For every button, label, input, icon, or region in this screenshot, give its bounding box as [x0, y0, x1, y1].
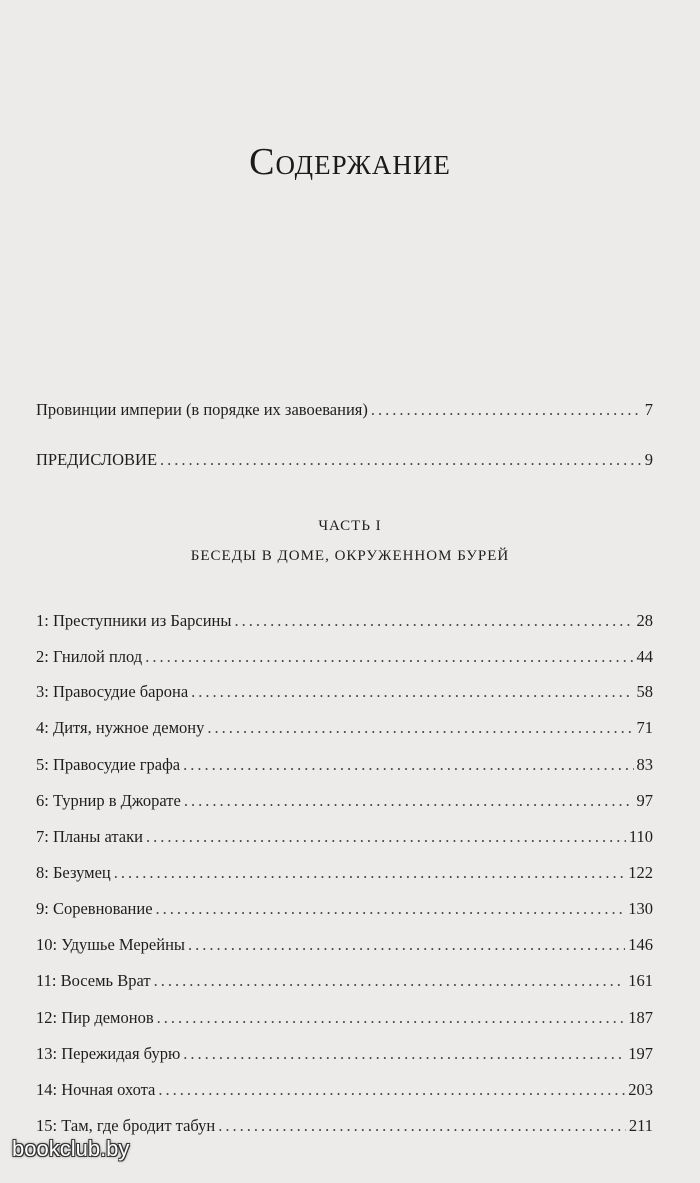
part-heading: ЧАСТЬ I [318, 518, 382, 534]
leader-dots [114, 863, 625, 883]
toc-entry-label: 3: Правосудие барона [36, 682, 189, 701]
toc-entry-preface [36, 450, 653, 470]
toc-entry-chapter [36, 971, 653, 991]
toc-entry-label: 1: Преступники из Барсины [36, 611, 232, 630]
toc-entry-label: 10: Удушье Мерейны [36, 935, 185, 954]
toc-entry-label: 14: Ночная охота [36, 1080, 156, 1099]
toc-entry-page: 187 [628, 1008, 653, 1027]
toc-entry-label: 8: Безумец [36, 863, 111, 882]
toc-entry-page: 44 [636, 647, 653, 666]
toc-entry-label: 12: Пир демонов [36, 1008, 154, 1027]
leader-dots [160, 450, 642, 470]
leader-dots [158, 1080, 625, 1100]
toc-entry-chapter [36, 863, 653, 883]
leader-dots [145, 647, 633, 667]
toc-entry-page: 9 [644, 450, 653, 469]
toc-entry-chapter [36, 647, 653, 667]
toc-entry-page: 203 [628, 1080, 653, 1099]
toc-entry-chapter [36, 718, 653, 738]
toc-entry-label: 5: Правосудие графа [36, 755, 181, 774]
leader-dots [154, 971, 626, 991]
toc-entry-label: 2: Гнилой плод [36, 647, 143, 666]
toc-entry-page: 58 [636, 682, 653, 701]
toc-entry-page: 110 [628, 827, 653, 846]
toc-entry-label: 7: Планы атаки [36, 827, 143, 846]
toc-entry-label: 15: Там, где бродит табун [36, 1116, 216, 1135]
leader-dots [234, 611, 633, 631]
leader-dots [156, 899, 626, 919]
toc-entry-label: 9: Соревнование [36, 899, 153, 918]
toc-entry-page: 146 [628, 935, 653, 954]
toc-entry-page: 161 [628, 971, 653, 990]
toc-entry-label: 4: Дитя, нужное демону [36, 718, 205, 737]
leader-dots [188, 935, 625, 955]
toc-entry-label: 11: Восемь Врат [36, 971, 151, 990]
toc-entry-chapter [36, 899, 653, 919]
toc-entry-provinces [36, 400, 653, 420]
leader-dots [183, 755, 633, 775]
leader-dots [184, 791, 634, 811]
toc-entry-chapter [36, 1008, 653, 1028]
leader-dots [207, 718, 633, 738]
toc-entry-page: 7 [644, 400, 653, 419]
leader-dots [157, 1008, 626, 1028]
toc-entry-label: 13: Пережидая бурю [36, 1044, 181, 1063]
leader-dots [183, 1044, 625, 1064]
toc-entry-chapter [36, 611, 653, 631]
leader-dots [218, 1116, 626, 1136]
toc-entry-page: 28 [636, 611, 653, 630]
toc-entry-page: 197 [628, 1044, 653, 1063]
toc-entry-page: 83 [636, 755, 653, 774]
toc-entry-page: 71 [636, 718, 653, 737]
toc-entry-label: Провинции империи (в порядке их завоевания) [36, 400, 368, 419]
toc-entry-chapter [36, 935, 653, 955]
part-subtitle: БЕСЕДЫ В ДОМЕ, ОКРУЖЕННОМ БУРЕЙ [190, 548, 510, 564]
toc-entry-chapter [36, 1116, 653, 1136]
toc-entry-chapter [36, 682, 653, 702]
leader-dots [191, 682, 633, 702]
watermark: bookclub.by [12, 1136, 130, 1161]
toc-entry-page: 130 [628, 899, 653, 918]
toc-entry-label: ПРЕДИСЛОВИЕ [36, 450, 158, 469]
toc-entry-chapter [36, 1080, 653, 1100]
toc-entry-chapter [36, 791, 653, 811]
toc-entry-page: 211 [628, 1116, 653, 1135]
toc-entry-page: 122 [628, 863, 653, 882]
leader-dots [146, 827, 626, 847]
toc-entry-page: 97 [636, 791, 653, 810]
toc-entry-chapter [36, 755, 653, 775]
page-title: Содержание [249, 141, 451, 183]
toc-entry-chapter [36, 1044, 653, 1064]
toc-entry-chapter [36, 827, 653, 847]
leader-dots [371, 400, 642, 420]
toc-entry-label: 6: Турнир в Джорате [36, 791, 181, 810]
